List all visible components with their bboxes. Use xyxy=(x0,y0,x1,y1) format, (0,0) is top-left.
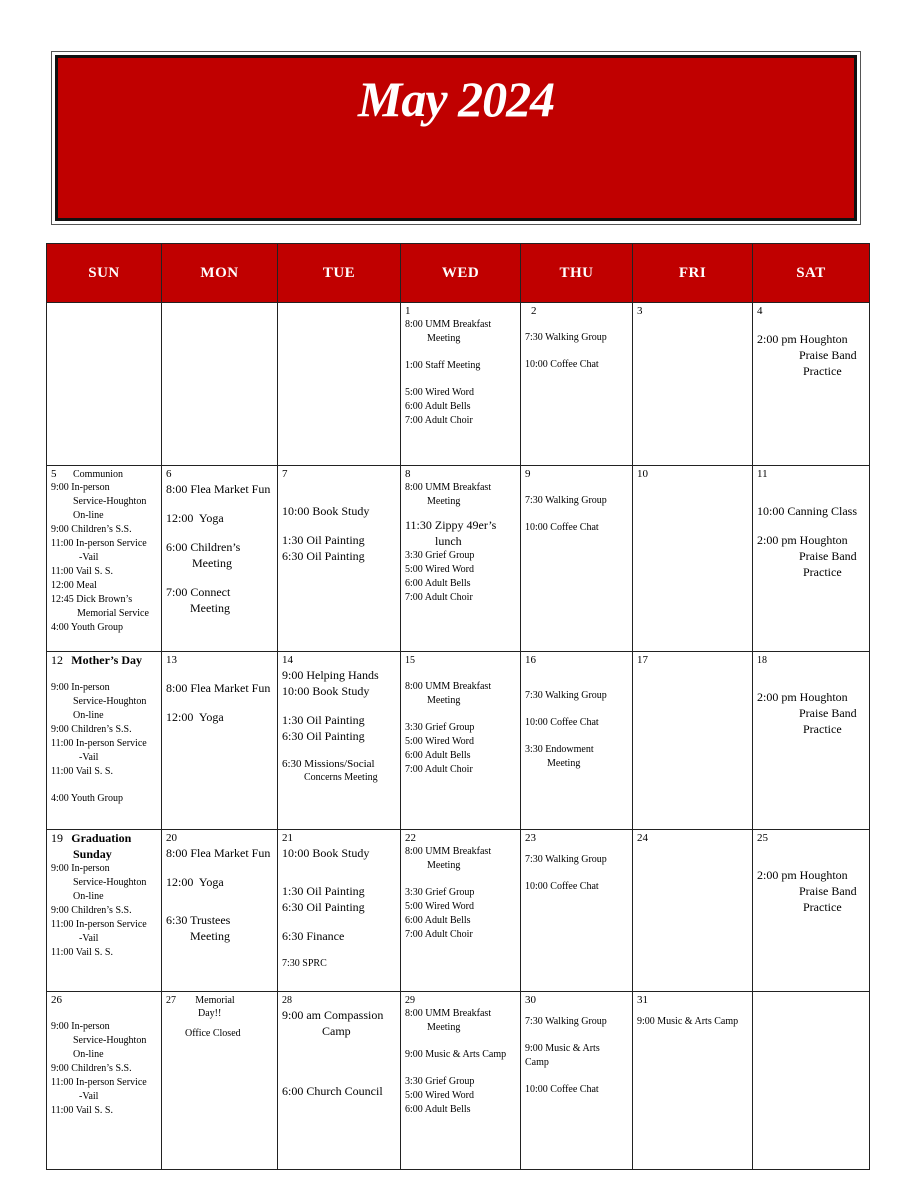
day-number: 23 xyxy=(525,832,536,844)
day-number-row xyxy=(51,654,157,668)
event: 10:00 Coffee Chat xyxy=(525,1084,599,1095)
header-thursday: THU xyxy=(521,244,633,303)
event: 9:00 Children’s S.S. xyxy=(51,1063,132,1074)
event: On-line xyxy=(73,1049,104,1060)
event: 10:00 Book Study xyxy=(282,684,370,698)
event: Meeting xyxy=(427,695,461,706)
day-number: 7 xyxy=(282,468,288,480)
event: 6:00 Adult Bells xyxy=(405,750,471,761)
event: 8:00 UMM Breakfast xyxy=(405,681,492,692)
event: 11:00 In-person Service xyxy=(51,738,147,749)
day-cell xyxy=(753,652,870,830)
event: 5:00 Wired Word xyxy=(405,901,474,912)
title-banner-frame xyxy=(51,51,861,225)
event: 8:00 UMM Breakfast xyxy=(405,482,492,493)
day-cell xyxy=(633,830,753,992)
event: 11:30 Zippy 49er’s xyxy=(405,518,497,532)
event: 11:00 Vail S. S. xyxy=(51,1105,113,1116)
event: 5:00 Wired Word xyxy=(405,387,474,398)
event: 7:30 SPRC xyxy=(282,958,327,969)
day-number: 31 xyxy=(637,994,648,1006)
event: 8:00 Flea Market Fun xyxy=(166,681,271,695)
event: 11:00 Vail S. S. xyxy=(51,566,113,577)
event: Concerns Meeting xyxy=(304,772,378,783)
event: 7:00 Adult Choir xyxy=(405,764,473,775)
event: 5:00 Wired Word xyxy=(405,1090,474,1101)
event: 7:00 Adult Choir xyxy=(405,929,473,940)
event: 7:00 Adult Choir xyxy=(405,415,473,426)
day-cell xyxy=(162,652,278,830)
day-number: 3 xyxy=(637,305,643,317)
event: 6:00 Adult Bells xyxy=(405,915,471,926)
event: 5:00 Wired Word xyxy=(405,736,474,747)
day-cell xyxy=(278,992,401,1170)
event: 2:00 pm Houghton xyxy=(757,868,848,882)
event: On-line xyxy=(73,891,104,902)
event: 11:00 Vail S. S. xyxy=(51,766,113,777)
day-cell xyxy=(401,992,521,1170)
header-tuesday: TUE xyxy=(278,244,401,303)
event: 2:00 pm Houghton xyxy=(757,332,848,346)
event: 7:00 Adult Choir xyxy=(405,592,473,603)
event: 9:00 In-person xyxy=(51,682,110,693)
event: 9:00 Children’s S.S. xyxy=(51,724,132,735)
day-cell xyxy=(521,466,633,652)
event: Service-Houghton xyxy=(73,496,147,507)
day-number: 29 xyxy=(405,995,415,1006)
weekday-header-row xyxy=(47,244,870,303)
event: 8:00 UMM Breakfast xyxy=(405,319,492,330)
event: 8:00 UMM Breakfast xyxy=(405,846,492,857)
event: 11:00 In-person Service xyxy=(51,538,147,549)
event: 6:30 Finance xyxy=(282,929,345,943)
event: 6:30 Missions/Social xyxy=(282,758,375,770)
day-number: 27 xyxy=(166,995,176,1006)
event: Meeting xyxy=(547,758,581,769)
week-row xyxy=(47,992,870,1170)
day-number: 9 xyxy=(525,468,531,480)
event: 6:30 Oil Painting xyxy=(282,900,365,914)
event: 10:00 Coffee Chat xyxy=(525,881,599,892)
event: 2:00 pm Houghton xyxy=(757,533,848,547)
event: Memorial Service xyxy=(77,608,149,619)
day-cell xyxy=(401,652,521,830)
event: 7:30 Walking Group xyxy=(525,854,607,865)
event: 8:00 Flea Market Fun xyxy=(166,846,271,860)
day-cell xyxy=(401,466,521,652)
event: 6:30 Trustees xyxy=(166,913,231,927)
day-number: 18 xyxy=(757,655,767,666)
holiday-label: Day!! xyxy=(198,1008,222,1019)
event: 10:00 Canning Class xyxy=(757,504,858,518)
event: 6:00 Adult Bells xyxy=(405,1104,471,1115)
event: 1:30 Oil Painting xyxy=(282,533,365,547)
day-heading: Mother’s Day xyxy=(71,653,143,667)
day-cell xyxy=(633,992,753,1170)
day-number: 26 xyxy=(51,994,62,1006)
day-cell xyxy=(278,652,401,830)
event: 10:00 Coffee Chat xyxy=(525,717,599,728)
event: 11:00 In-person Service xyxy=(51,919,147,930)
day-number: 13 xyxy=(166,654,177,666)
day-number: 11 xyxy=(757,468,768,480)
empty-day-cell xyxy=(753,992,870,1170)
day-number: 24 xyxy=(637,832,648,844)
event: 10:00 Coffee Chat xyxy=(525,359,599,370)
event: Meeting xyxy=(190,929,230,943)
event: 12:00 Meal xyxy=(51,580,97,591)
event: 3:30 Grief Group xyxy=(405,550,475,561)
event: 8:00 UMM Breakfast xyxy=(405,1008,492,1019)
event: Service-Houghton xyxy=(73,696,147,707)
event: 9:00 Children’s S.S. xyxy=(51,905,132,916)
day-number: 10 xyxy=(637,468,648,480)
day-number: 4 xyxy=(757,305,763,317)
event: 7:30 Walking Group xyxy=(525,1016,607,1027)
event: 3:30 Grief Group xyxy=(405,887,475,898)
day-number: 20 xyxy=(166,832,177,844)
day-cell xyxy=(753,303,870,466)
day-cell xyxy=(47,992,162,1170)
day-number: 25 xyxy=(757,832,768,844)
event: 12:00 Yoga xyxy=(166,511,224,525)
event: 7:30 Walking Group xyxy=(525,332,607,343)
day-cell xyxy=(47,466,162,652)
day-cell xyxy=(278,466,401,652)
holiday-label: Memorial xyxy=(195,995,235,1006)
day-cell xyxy=(47,830,162,992)
day-number: 17 xyxy=(637,654,648,666)
day-number: 8 xyxy=(405,468,411,480)
event: 6:30 Oil Painting xyxy=(282,549,365,563)
event: 4:00 Youth Group xyxy=(51,622,123,633)
day-cell xyxy=(521,992,633,1170)
day-number: 2 xyxy=(531,305,537,317)
event: 9:00 Helping Hands xyxy=(282,668,379,682)
day-cell xyxy=(753,830,870,992)
event: 6:00 Adult Bells xyxy=(405,401,471,412)
day-number: 15 xyxy=(405,655,415,666)
event: 11:00 In-person Service xyxy=(51,1077,147,1088)
event: Meeting xyxy=(427,333,461,344)
event: Office Closed xyxy=(185,1028,241,1039)
event: 3:30 Grief Group xyxy=(405,722,475,733)
event: 9:00 In-person xyxy=(51,863,110,874)
event: Camp xyxy=(322,1024,351,1038)
event: -Vail xyxy=(79,552,99,563)
event: 5:00 Wired Word xyxy=(405,564,474,575)
day-cell xyxy=(278,830,401,992)
event: 9:00 Music & Arts Camp xyxy=(405,1049,507,1060)
event: Practice xyxy=(803,364,842,378)
event: 1:00 Staff Meeting xyxy=(405,360,481,371)
event: Meeting xyxy=(427,1022,461,1033)
event: 1:30 Oil Painting xyxy=(282,713,365,727)
event: 3:30 Endowment xyxy=(525,744,594,755)
title-banner xyxy=(55,55,857,221)
event: 9:00 In-person xyxy=(51,482,110,493)
event: 9:00 In-person xyxy=(51,1021,110,1032)
event: 10:00 Book Study xyxy=(282,504,370,518)
day-number: 14 xyxy=(282,654,293,666)
event: 12:45 Dick Brown’s xyxy=(51,594,133,605)
day-cell xyxy=(162,992,278,1170)
event: Meeting xyxy=(190,601,230,615)
day-cell xyxy=(162,830,278,992)
day-cell xyxy=(633,652,753,830)
event: 12:00 Yoga xyxy=(166,875,224,889)
event: Meeting xyxy=(427,496,461,507)
event: Practice xyxy=(803,900,842,914)
event: On-line xyxy=(73,510,104,521)
event: 7:30 Walking Group xyxy=(525,495,607,506)
event: 6:30 Oil Painting xyxy=(282,729,365,743)
day-cell xyxy=(753,466,870,652)
event: 3:30 Grief Group xyxy=(405,1076,475,1087)
event: 4:00 Youth Group xyxy=(51,793,123,804)
week-row xyxy=(47,303,870,466)
day-number-row xyxy=(51,832,157,846)
day-cell xyxy=(401,303,521,466)
event: Meeting xyxy=(427,860,461,871)
day-heading: Graduation xyxy=(71,831,132,845)
event: -Vail xyxy=(79,1091,99,1102)
event: Practice xyxy=(803,722,842,736)
event: 6:00 Adult Bells xyxy=(405,578,471,589)
header-sunday: SUN xyxy=(47,244,162,303)
day-number: 1 xyxy=(405,305,411,317)
week-row xyxy=(47,652,870,830)
event: 1:30 Oil Painting xyxy=(282,884,365,898)
day-cell xyxy=(521,652,633,830)
calendar-grid xyxy=(46,243,870,1170)
event: 10:00 Book Study xyxy=(282,846,370,860)
event: Service-Houghton xyxy=(73,1035,147,1046)
event: 2:00 pm Houghton xyxy=(757,690,848,704)
event: 10:00 Coffee Chat xyxy=(525,522,599,533)
header-wednesday: WED xyxy=(401,244,521,303)
event: 11:00 Vail S. S. xyxy=(51,947,113,958)
day-number: 30 xyxy=(525,994,536,1006)
header-monday: MON xyxy=(162,244,278,303)
day-cell xyxy=(521,303,633,466)
day-heading: Communion xyxy=(73,469,124,480)
event: Praise Band xyxy=(799,884,857,898)
day-number-row xyxy=(51,468,157,481)
week-row xyxy=(47,466,870,652)
event: On-line xyxy=(73,710,104,721)
day-cell xyxy=(633,466,753,652)
event: lunch xyxy=(435,534,462,548)
week-row xyxy=(47,830,870,992)
event: Praise Band xyxy=(799,549,857,563)
event: -Vail xyxy=(79,933,99,944)
day-number: 28 xyxy=(282,995,292,1006)
header-saturday: SAT xyxy=(753,244,870,303)
event: 6:00 Church Council xyxy=(282,1084,383,1098)
event: 8:00 Flea Market Fun xyxy=(166,482,271,496)
day-cell xyxy=(521,830,633,992)
event: 7:00 Connect xyxy=(166,585,231,599)
day-number-row xyxy=(166,994,273,1007)
day-number: 16 xyxy=(525,654,536,666)
event: 7:30 Walking Group xyxy=(525,690,607,701)
event: 12:00 Yoga xyxy=(166,710,224,724)
day-number: 5 xyxy=(51,468,57,480)
empty-day-cell xyxy=(162,303,278,466)
day-number: 6 xyxy=(166,468,172,480)
event: 6:00 Children’s xyxy=(166,540,241,554)
header-friday: FRI xyxy=(633,244,753,303)
event: Practice xyxy=(803,565,842,579)
calendar-title: May 2024 xyxy=(357,71,555,127)
day-number: 19 xyxy=(51,831,63,845)
event: -Vail xyxy=(79,752,99,763)
day-number: 21 xyxy=(282,832,293,844)
empty-day-cell xyxy=(278,303,401,466)
event: 9:00 Children’s S.S. xyxy=(51,524,132,535)
day-number: 22 xyxy=(405,832,416,844)
day-cell xyxy=(162,466,278,652)
day-cell xyxy=(401,830,521,992)
event: Meeting xyxy=(192,556,232,570)
event: 9:00 am Compassion xyxy=(282,1008,384,1022)
day-cell xyxy=(633,303,753,466)
day-heading: Sunday xyxy=(73,847,112,861)
event: Camp xyxy=(525,1057,549,1068)
day-number: 12 xyxy=(51,653,63,667)
event: 9:00 Music & Arts xyxy=(525,1043,600,1054)
event: Praise Band xyxy=(799,348,857,362)
event: Praise Band xyxy=(799,706,857,720)
event: Service-Houghton xyxy=(73,877,147,888)
day-cell xyxy=(47,652,162,830)
event: 9:00 Music & Arts Camp xyxy=(637,1016,739,1027)
empty-day-cell xyxy=(47,303,162,466)
